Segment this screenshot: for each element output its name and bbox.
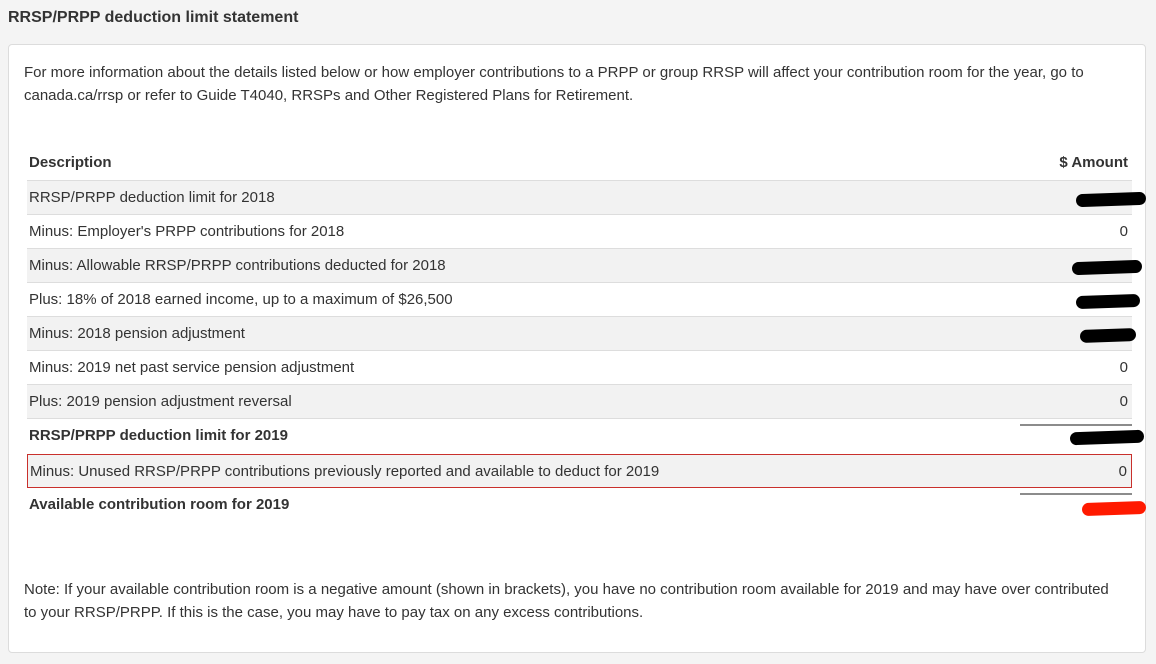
row-description: Plus: 2019 pension adjustment reversal <box>29 393 292 410</box>
table-row-subtotal <box>27 418 1132 452</box>
deduction-table <box>27 146 1132 522</box>
table-row-total <box>27 488 1132 522</box>
redaction-mark <box>1076 192 1146 207</box>
row-description: Minus: 2019 net past service pension adjustment <box>29 359 355 376</box>
row-amount: 0 <box>1119 223 1128 240</box>
column-header-amount: $ Amount <box>1059 154 1128 171</box>
intro-text: For more information about the details listed below or how employer contributions to a PRPP or group RRSP will affect your contribution room for the year, go to canada.ca/rrsp or refer to Guide T4040, RRSPs and Other Registered Plans for Retirement. <box>24 64 1084 104</box>
column-header-description: Description <box>29 154 112 171</box>
row-description: Available contribution room for 2019 <box>29 496 290 513</box>
redaction-mark <box>1080 328 1136 343</box>
subtotal-rule <box>1020 424 1132 426</box>
total-rule <box>1020 493 1132 495</box>
redaction-mark <box>1070 430 1144 446</box>
table-row-highlighted <box>27 454 1132 488</box>
row-description: Minus: Employer's PRPP contributions for 2018 <box>29 223 345 240</box>
table-row <box>27 248 1132 282</box>
section-title: RRSP/PRPP deduction limit statement <box>8 9 299 26</box>
row-description: Minus: Unused RRSP/PRPP contributions previously reported and available to deduct for 2019 <box>30 463 660 480</box>
row-description: Minus: 2018 pension adjustment <box>29 325 245 342</box>
table-row <box>27 180 1132 214</box>
table-row <box>27 214 1132 248</box>
redaction-mark-red <box>1082 501 1146 516</box>
row-description: Plus: 18% of 2018 earned income, up to a maximum of $26,500 <box>29 291 453 308</box>
table-header-row <box>27 146 1132 180</box>
table-row <box>27 350 1132 384</box>
note-text: Note: If your available contribution room is a negative amount (shown in brackets), you have no contribution room available for 2019 and may have over contributed to your RRSP/PRPP. If this is the case, you may have to pay tax on any excess contributions. <box>24 581 1109 621</box>
table-row <box>27 282 1132 316</box>
statement-panel <box>8 44 1146 653</box>
table-row <box>27 384 1132 418</box>
row-description: Minus: Allowable RRSP/PRPP contributions deducted for 2018 <box>29 257 446 274</box>
row-amount: 0 <box>1119 393 1128 410</box>
redaction-mark <box>1076 294 1140 309</box>
row-amount: 0 <box>1118 463 1127 480</box>
row-amount: 0 <box>1119 359 1128 376</box>
table-row <box>27 316 1132 350</box>
row-description: RRSP/PRPP deduction limit for 2018 <box>29 189 275 206</box>
redaction-mark <box>1072 260 1142 275</box>
row-description: RRSP/PRPP deduction limit for 2019 <box>29 427 288 444</box>
